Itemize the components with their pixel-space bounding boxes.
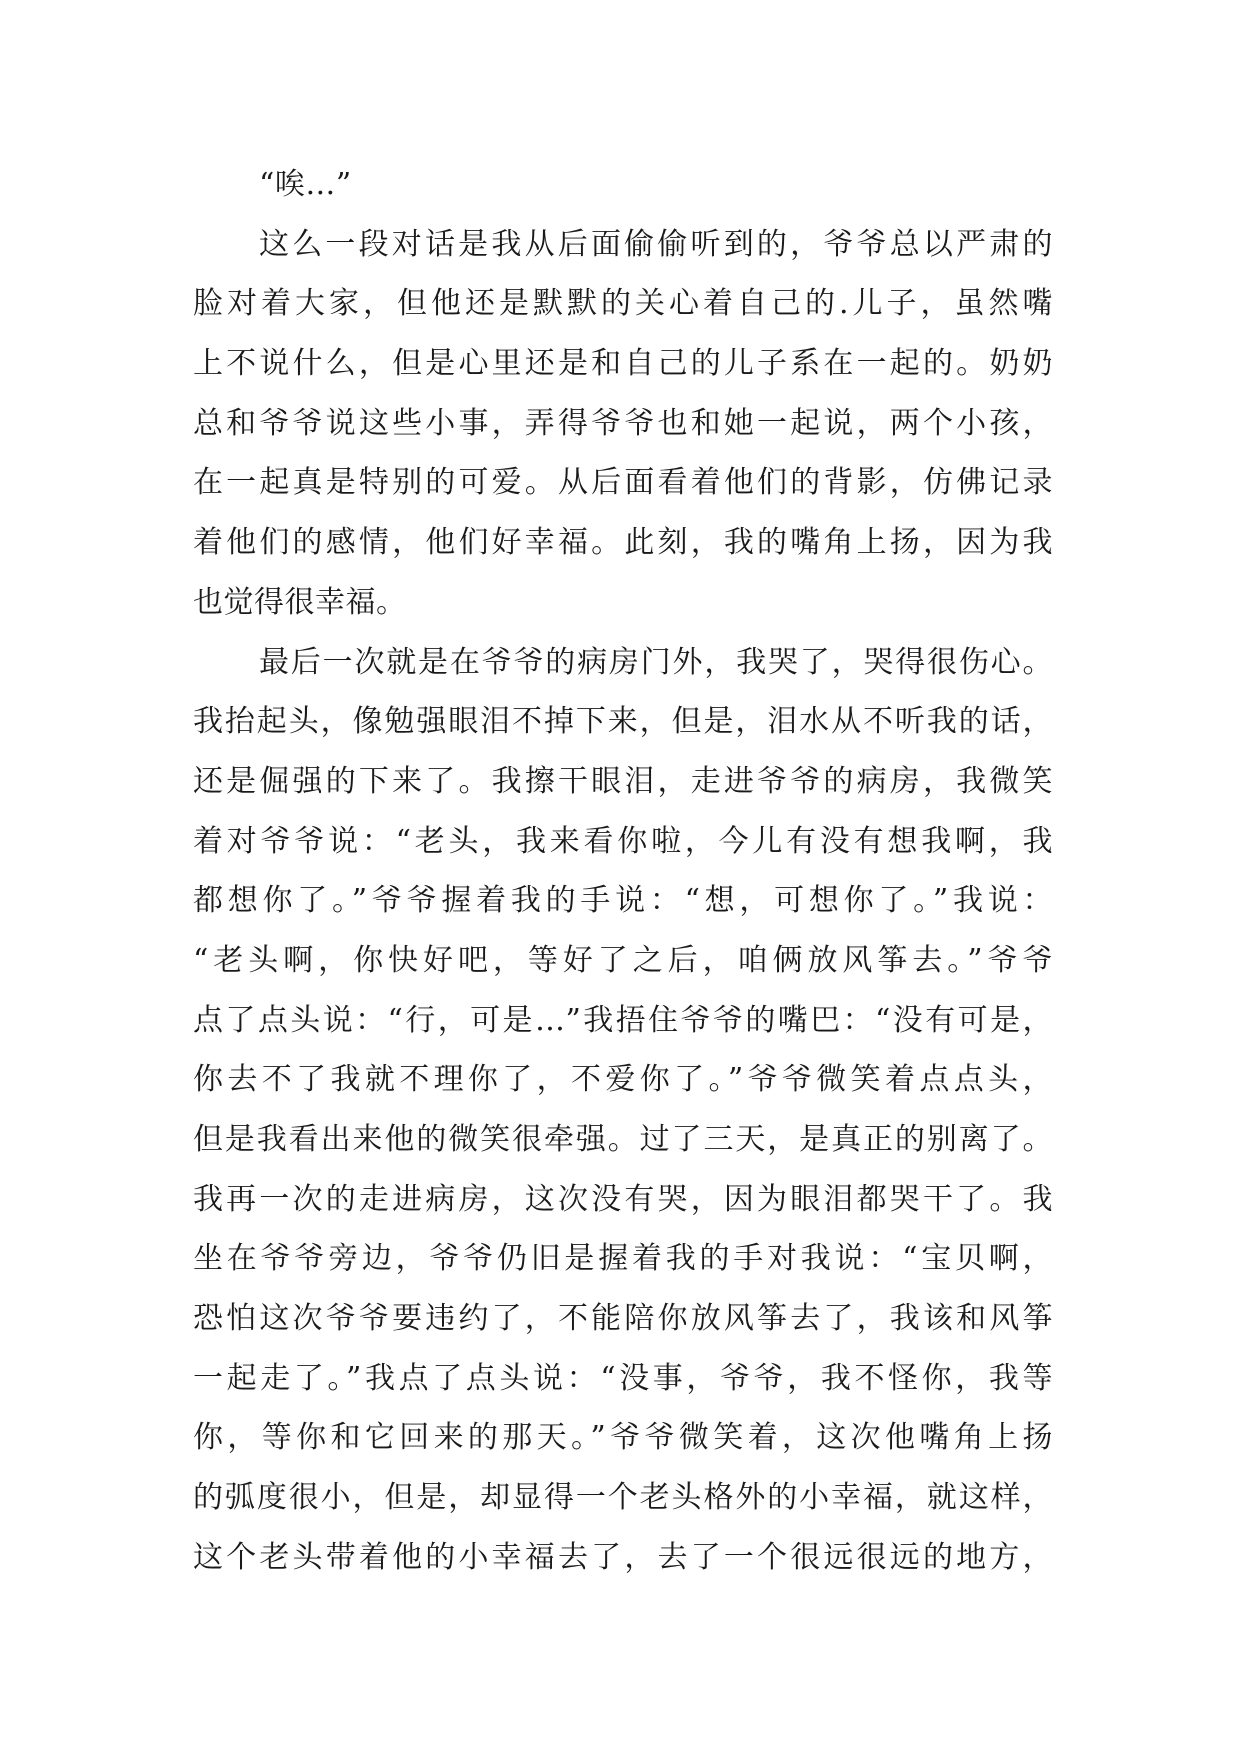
text-line: 恐怕这次爷爷要违约了，不能陪你放风筝去了，我该和风筝	[193, 1301, 1053, 1337]
text-line: 着他们的感情，他们好幸福。此刻，我的嘴角上扬，因为我	[193, 525, 1053, 561]
text-line: 你，等你和它回来的那天。”爷爷微笑着，这次他嘴角上扬	[193, 1420, 1053, 1456]
text-line: “老头啊，你快好吧，等好了之后，咱俩放风筝去。”爷爷	[193, 942, 1053, 978]
text-line: 总和爷爷说这些小事，弄得爷爷也和她一起说，两个小孩，	[193, 405, 1053, 441]
document-body	[193, 155, 1053, 1588]
text-line: 一起走了。”我点了点头说：“没事，爷爷，我不怪你，我等	[193, 1360, 1053, 1396]
text-line: 在一起真是特别的可爱。从后面看着他们的背影，仿佛记录	[193, 465, 1053, 501]
text-line: 的弧度很小，但是，却显得一个老头格外的小幸福，就这样，	[193, 1480, 1053, 1516]
text-line: 这个老头带着他的小幸福去了，去了一个很远很远的地方，	[193, 1539, 1053, 1575]
text-line: 点了点头说：“行，可是…”我捂住爷爷的嘴巴：“没有可是，	[193, 1002, 1053, 1038]
text-line: 但是我看出来他的微笑很牵强。过了三天，是真正的别离了。	[193, 1122, 1053, 1157]
text-line: 我再一次的走进病房，这次没有哭，因为眼泪都哭干了。我	[193, 1181, 1053, 1217]
text-line: “唉…”	[259, 167, 352, 202]
text-line: 这么一段对话是我从后面偷偷听到的，爷爷总以严肃的	[259, 226, 1053, 262]
text-line: 都想你了。”爷爷握着我的手说：“想，可想你了。”我说：	[193, 883, 1053, 919]
text-line: 坐在爷爷旁边，爷爷仍旧是握着我的手对我说：“宝贝啊，	[193, 1241, 1053, 1277]
text-line: 最后一次就是在爷爷的病房门外，我哭了，哭得很伤心。	[259, 644, 1053, 680]
text-line: 也觉得很幸福。	[193, 584, 407, 620]
text-line: 你去不了我就不理你了，不爱你了。”爷爷微笑着点点头，	[193, 1062, 1053, 1098]
text-line: 上不说什么，但是心里还是和自己的儿子系在一起的。奶奶	[193, 346, 1053, 382]
text-line: 着对爷爷说：“老头，我来看你啦，今儿有没有想我啊，我	[193, 823, 1053, 859]
text-line: 脸对着大家，但他还是默默的关心着自己的.儿子，虽然嘴	[193, 286, 1053, 322]
text-line: 还是倔强的下来了。我擦干眼泪，走进爷爷的病房，我微笑	[193, 763, 1053, 799]
text-line: 我抬起头，像勉强眼泪不掉下来，但是，泪水从不听我的话，	[193, 704, 1053, 740]
